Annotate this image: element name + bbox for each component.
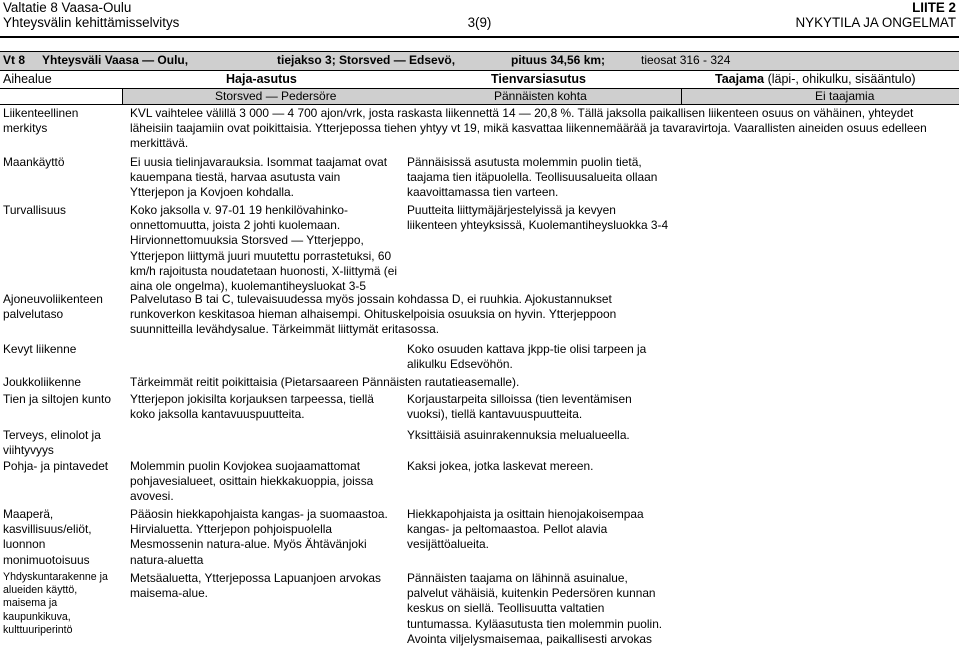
column-scattered-sub: Storsved — Pedersöre xyxy=(215,89,337,103)
road-condition-roadside: Korjaustarpeita silloissa (tien leventämisen vuoksi), tiellä kantavuuspuutteita. xyxy=(407,392,632,422)
row-label-public-transport: Joukkoliikenne xyxy=(3,375,81,389)
soil-nature-roadside: Hiekkapohjaista ja osittain hienojakoisempaa kangas- ja peltomaastoa. Pellot alavia vesijättöalueita. xyxy=(407,507,644,552)
column-urban: Taajama (läpi-, ohikulku, sisääntulo) xyxy=(715,72,916,86)
traffic-text: KVL vaihtelee välillä 3 000 — 4 700 ajon/vrk, josta raskasta liikennettä 14 — 20,8 %. Tällä jaksolla paikallisen liikenteen osuus on vähäinen, yhteydet läheisiin taajamiin ovat poikittaisia. Ytterjepossa tiehen yhtyy vt 19, mikä kasvattaa liikennemäärää ja tavaravirtoja. Vaarallisten aineiden osuus edelleen merkittävä. xyxy=(130,106,927,151)
column-urban-sub: Ei taajamia xyxy=(815,89,875,103)
column-area: Aihealue xyxy=(3,72,52,86)
road-condition-scattered: Ytterjepon jokisilta korjauksen tarpeessa, tiellä koko jaksolla kantavuuspuutteita. xyxy=(130,392,374,422)
row-label-light-traffic: Kevyt liikenne xyxy=(3,342,77,356)
light-traffic-roadside: Koko osuuden kattava jkpp-tie olisi tarpeen ja alikulku Edsevöhön. xyxy=(407,342,647,372)
length-label: pituus 34,56 km; xyxy=(511,53,606,67)
document-subtitle: Yhteysvälin kehittämisselvitys xyxy=(3,15,180,30)
public-transport-text: Tärkeimmät reitit poikittaisia (Pietarsaareen Pännäisten rautatieasemalle). xyxy=(130,375,520,389)
row-label-health: Terveys, elinolot ja viihtyvyys xyxy=(3,428,101,458)
water-roadside: Kaksi jokea, jotka laskevat mereen. xyxy=(407,459,594,473)
row-label-community: Yhdyskuntarakenne ja alueiden käyttö, maisema ja kaupunkikuva, kulttuuriperintö xyxy=(3,571,108,636)
column-roadside: Tienvarsiasutus xyxy=(491,72,586,86)
section-title: NYKYTILA JA ONGELMAT xyxy=(795,15,956,30)
community-scattered: Metsäaluetta, Ytterjepossa Lapuanjoen arvokas maisema-alue. xyxy=(130,571,381,601)
row-label-vehicle-service: Ajoneuvoliikenteen palvelutaso xyxy=(3,292,103,322)
water-scattered: Molemmin puolin Kovjokea suojaamattomat pohjavesialueet, osittain hiekkakuoppia, joissa avovesi. xyxy=(130,459,374,504)
row-label-safety: Turvallisuus xyxy=(3,203,66,217)
header-rule xyxy=(0,36,959,38)
road-number: Vt 8 xyxy=(3,53,26,67)
document-title: Valtatie 8 Vaasa-Oulu xyxy=(3,0,132,15)
community-roadside: Pännäisten taajama on lähinnä asuinalue, palvelut vähäisiä, kuitenkin Pedersören kunnan keskus on siellä. Teollisuutta valtatien tuntumassa. Kyläasutusta tien molemmin puolin. Avointa viljelysmaisemaa, paikallisesti arvokas xyxy=(407,571,663,646)
row-label-water: Pohja- ja pintavedet xyxy=(3,459,109,473)
column-roadside-sub: Pännäisten kohta xyxy=(494,89,587,103)
row-label-land-use: Maankäyttö xyxy=(3,155,65,169)
road-addresses: tieosat 316 - 324 xyxy=(641,53,731,67)
column-scattered: Haja-asutus xyxy=(226,72,297,86)
appendix-label: LIITE 2 xyxy=(912,0,956,15)
row-label-traffic: Liikenteellinen merkitys xyxy=(3,106,79,136)
row-label-soil-nature: Maaperä, kasvillisuus/eliöt, luonnon monimuotoisuus xyxy=(3,507,92,567)
vehicle-service-text: Palvelutaso B tai C, tulevaisuudessa myös jossain kohdassa D, ei ruuhkia. Ajokustannukset runkoverkon keskitasoa hieman alhaisempi. Ohituskelpoisia osuuksia on hyvin. Ytterjeppoon suunnitteilla levähdysalue. Tärkeimmät liittymät eritasossa. xyxy=(130,292,617,337)
health-roadside: Yksittäisiä asuinrakennuksia melualueella. xyxy=(407,428,630,442)
page-number: 3(9) xyxy=(467,15,492,30)
row-label-road-condition: Tien ja siltojen kunto xyxy=(3,392,111,406)
segment-label: Yhteysväli Vaasa — Oulu, xyxy=(42,53,189,67)
land-use-roadside: Pännäisissä asutusta molemmin puolin tietä, taajama tien itäpuolella. Teollisuusalueita ollaan kaavoittamassa tien varteen. xyxy=(407,155,658,200)
safety-roadside: Puutteita liittymäjärjestelyissä ja kevyen liikenteen yhteyksissä, Kuolemantiheysluokka 3-4 xyxy=(407,203,669,233)
section-label: tiejakso 3; Storsved — Edsevö, xyxy=(277,53,456,67)
safety-scattered: Koko jaksolla v. 97-01 19 henkilövahinko-onnettomuutta, joista 2 johti kuolemaan. Hirvionnettomuuksia Storsved — Ytterjeppo, Ytterjepon liittymä juuri muutettu porrastetuksi, 60 km/h rajoitusta noudatetaan huonosti, X-liittymä (ei aina ole ongelma), kuolemantiheysluokat 3-5 xyxy=(130,203,398,294)
land-use-scattered: Ei uusia tielinjavarauksia. Isommat taajamat ovat kauempana tiestä, harvaa asutusta vain Ytterjepon ja Kovjoen kohdalla. xyxy=(130,155,388,200)
soil-nature-scattered: Pääosin hiekkapohjaista kangas- ja suomaastoa. Hirvialuetta. Ytterjepon pohjoispuolella Mesmossenin natura-alue. Myös Ähtävänjoki natura-aluetta xyxy=(130,507,388,567)
